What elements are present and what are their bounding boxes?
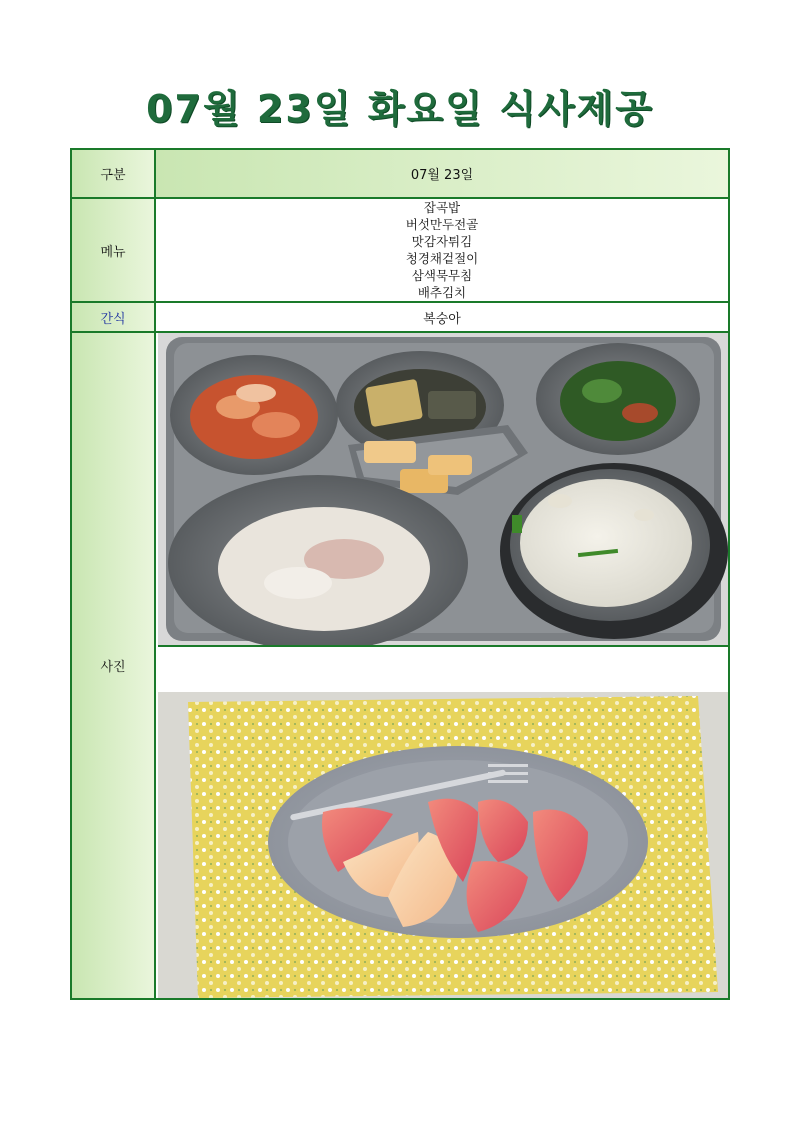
header-date: 07월 23일 [410, 168, 474, 183]
meal-table [70, 148, 730, 1000]
peach-plate-image [158, 692, 728, 998]
snack-value-cell [156, 303, 728, 331]
menu-item: 버섯만두전골 [405, 217, 479, 232]
menu-item: 잡곡밥 [423, 200, 461, 215]
snack-peach-photo [158, 692, 728, 998]
snack-label: 간식 [100, 311, 126, 327]
lunch-tray-photo [158, 333, 728, 645]
menu-value-cell [156, 199, 728, 301]
header-label-cell [72, 150, 156, 197]
header-label: 구분 [100, 168, 126, 183]
photo-label-cell [72, 333, 156, 998]
menu-item: 청경채겉절이 [405, 251, 479, 266]
snack-label-cell [72, 303, 156, 331]
menu-item: 맛감자튀김 [411, 234, 473, 249]
header-value-cell [156, 150, 728, 197]
photo-divider [158, 645, 728, 647]
menu-label-cell [72, 199, 156, 301]
page-title: 07월 23일 화요일 식사제공 [146, 87, 654, 131]
menu-list [406, 199, 478, 301]
snack-value: 복숭아 [423, 311, 461, 327]
menu-label: 메뉴 [100, 244, 126, 260]
photo-label: 사진 [100, 660, 126, 675]
menu-item: 배추김치 [417, 285, 467, 300]
menu-item: 삼색묵무침 [411, 268, 473, 283]
lunch-tray-image [158, 333, 728, 645]
